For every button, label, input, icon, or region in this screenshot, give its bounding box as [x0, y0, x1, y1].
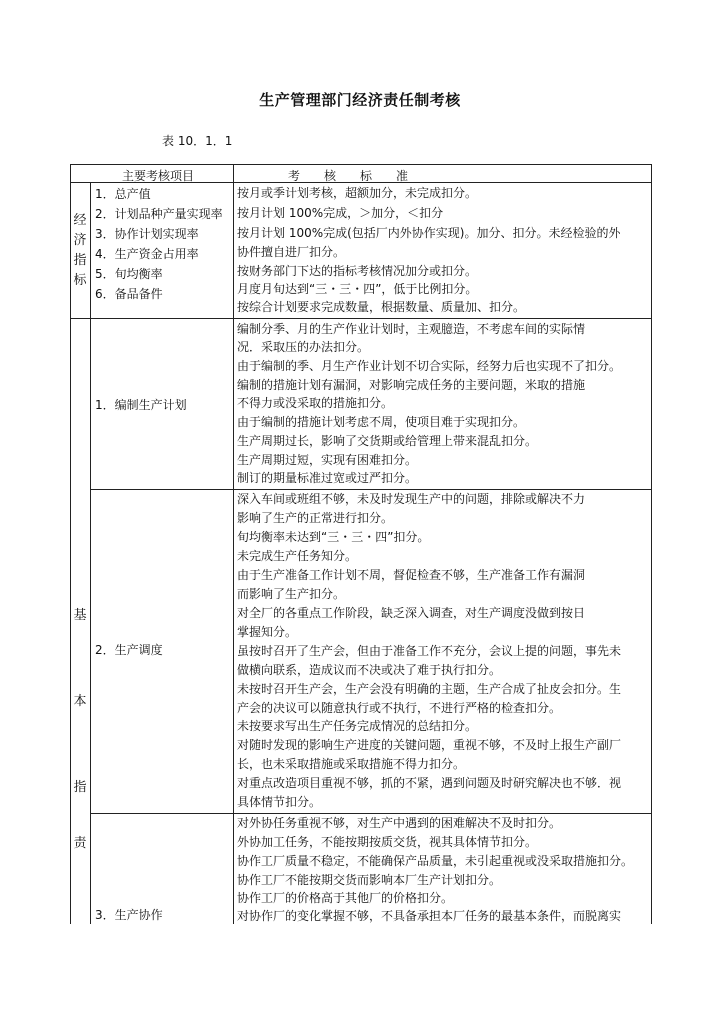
criteria-line: 影响了生产的正常进行扣分。: [237, 511, 394, 525]
category-char: 标: [73, 273, 87, 288]
criteria-line: 做横向联系，造成议而不决或决了难于执行扣分。: [237, 663, 502, 677]
duty-item: 2．生产调度: [95, 643, 163, 657]
criteria-line: 未按时召开生产会，生产会没有明确的主题，生产合成了扯皮会扣分。生: [237, 682, 622, 696]
criteria-line: 旬均衡率未达到“三・三・四”扣分。: [237, 530, 430, 544]
criteria-line: 对重点改造项目重视不够，抓的不紧，遇到问题及时研究解决也不够．视: [237, 776, 622, 790]
criteria-line: 深入车间或班组不够，未及时发现生产中的问题，排除或解决不力: [237, 492, 586, 506]
criteria-line: 由于编制的季、月生产作业计划不切合实际，经努力后也实现不了扣分。: [237, 359, 622, 373]
criteria-line: 未完成生产任务知分。: [237, 549, 358, 563]
criteria-line: 按财务部门下达的指标考核情况加分或扣分。: [237, 264, 478, 278]
criteria-line: 对协作厂的变化掌握不够，不具备承担本厂任务的最基本条件，而脱离实: [237, 909, 622, 923]
criteria-line: 产会的决议可以随意执行或不执行，不进行严格的检查扣分。: [237, 701, 562, 715]
category-char: 经: [73, 213, 87, 228]
criteria-line: 况．采取压的办法扣分。: [237, 340, 370, 354]
criteria-line: 按月或季计划考核，超额加分，未完成扣分。: [237, 186, 478, 200]
criteria-line: 虽按时召开了生产会，但由于准备工作不充分，会议上提的问题，事先未: [237, 644, 622, 658]
criteria-line: 编制的措施计划有漏洞，对影响完成任务的主要问题，米取的措施: [237, 378, 586, 392]
criteria-line: 掌握知分。: [237, 625, 298, 639]
criteria-line: 协作工厂的价格高于其他厂的价格扣分。: [237, 891, 454, 905]
duty-item: 1．编制生产计划: [95, 398, 187, 412]
criteria-line: 长，也未采取措施或采取措施不得力扣分。: [237, 757, 466, 771]
criteria-line: 按综合计划要求完成数量，根据数量、质量加、扣分。: [237, 300, 526, 314]
criteria-line: 编制分季、月的生产作业计划时，主观臆造，不考虑车间的实际情: [237, 322, 586, 336]
criteria-line: 对随时发现的影响生产进度的关键问题，重视不够，不及时上报生产副厂: [237, 738, 622, 752]
category-char: 济: [73, 233, 87, 248]
indicator-item: 1．总产值: [95, 187, 151, 201]
criteria-line: 对外协任务重视不够，对生产中遇到的困难解决不及时扣分。: [237, 816, 562, 830]
criteria-line: 制订的期量标准过宽或过严扣分。: [237, 471, 418, 485]
criteria-line: 具体情节扣分。: [237, 795, 322, 809]
criteria-line: 外协加工任务，不能按期按质交货，视其具体情节扣分。: [237, 835, 538, 849]
criteria-line: 而影响了生产扣分。: [237, 587, 346, 601]
section-divider: [70, 318, 652, 319]
table-top-border: [70, 164, 652, 165]
criteria-line: 不得力或没采取的措施扣分。: [237, 396, 394, 410]
category-char: 基: [73, 608, 87, 623]
document-title: 生产管理部门经济责任制考核: [259, 91, 461, 109]
category-char: 本: [73, 694, 87, 709]
criteria-line: 按月计划 100%完成，＞加分，＜扣分: [237, 206, 444, 220]
header-item: 主要考核项目: [122, 169, 195, 183]
criteria-line: 未按要求写出生产任务完成情况的总结扣分。: [237, 719, 478, 733]
category-char: 责: [73, 836, 87, 851]
indicator-item: 6．备品备件: [95, 287, 163, 301]
criteria-line: 协作工厂不能按期交货而影响本厂生产计划扣分。: [237, 873, 502, 887]
indicator-item: 2．计划品种产量实现率: [95, 207, 223, 221]
indicator-item: 3．协作计划实现率: [95, 227, 199, 241]
criteria-line: 协件擅自进厂扣分。: [237, 245, 346, 259]
table-right-border: [651, 164, 652, 924]
criteria-line: 月度月旬达到“三・三・四”，低于比例扣分。: [237, 282, 478, 296]
category-column-border: [90, 182, 91, 924]
header-criteria: 考 核 标 准: [288, 169, 409, 183]
criteria-line: 对全厂的各重点工作阶段，缺乏深入调查，对生产调度没做到按日: [237, 606, 586, 620]
criteria-line: 由于生产准备工作计划不周，督促检查不够，生产准备工作有漏洞: [237, 568, 586, 582]
criteria-line: 由于编制的措施计划考虑不周，使项目难于实现扣分。: [237, 415, 526, 429]
duty-item: 3．生产协作: [95, 908, 163, 922]
indicator-item: 4．生产资金占用率: [95, 247, 199, 261]
criteria-line: 协作工厂质量不稳定，不能确保产品质量，未引起重视或没采取措施扣分。: [237, 854, 634, 868]
row-divider: [90, 813, 652, 814]
indicator-item: 5．旬均衡率: [95, 267, 163, 281]
criteria-line: 生产周期过长，影响了交货期或给管理上带来混乱扣分。: [237, 434, 538, 448]
table-number: 表 10．1．1: [162, 134, 233, 148]
criteria-line: 按月计划 100%完成(包括厂内外协作实现)。加分、扣分。未经检验的外: [237, 226, 621, 240]
row-divider: [90, 489, 652, 490]
category-char: 指: [73, 253, 87, 268]
category-char: 指: [73, 780, 87, 795]
criteria-line: 生产周期过短，实现有困难扣分。: [237, 453, 418, 467]
item-column-border: [233, 164, 234, 924]
